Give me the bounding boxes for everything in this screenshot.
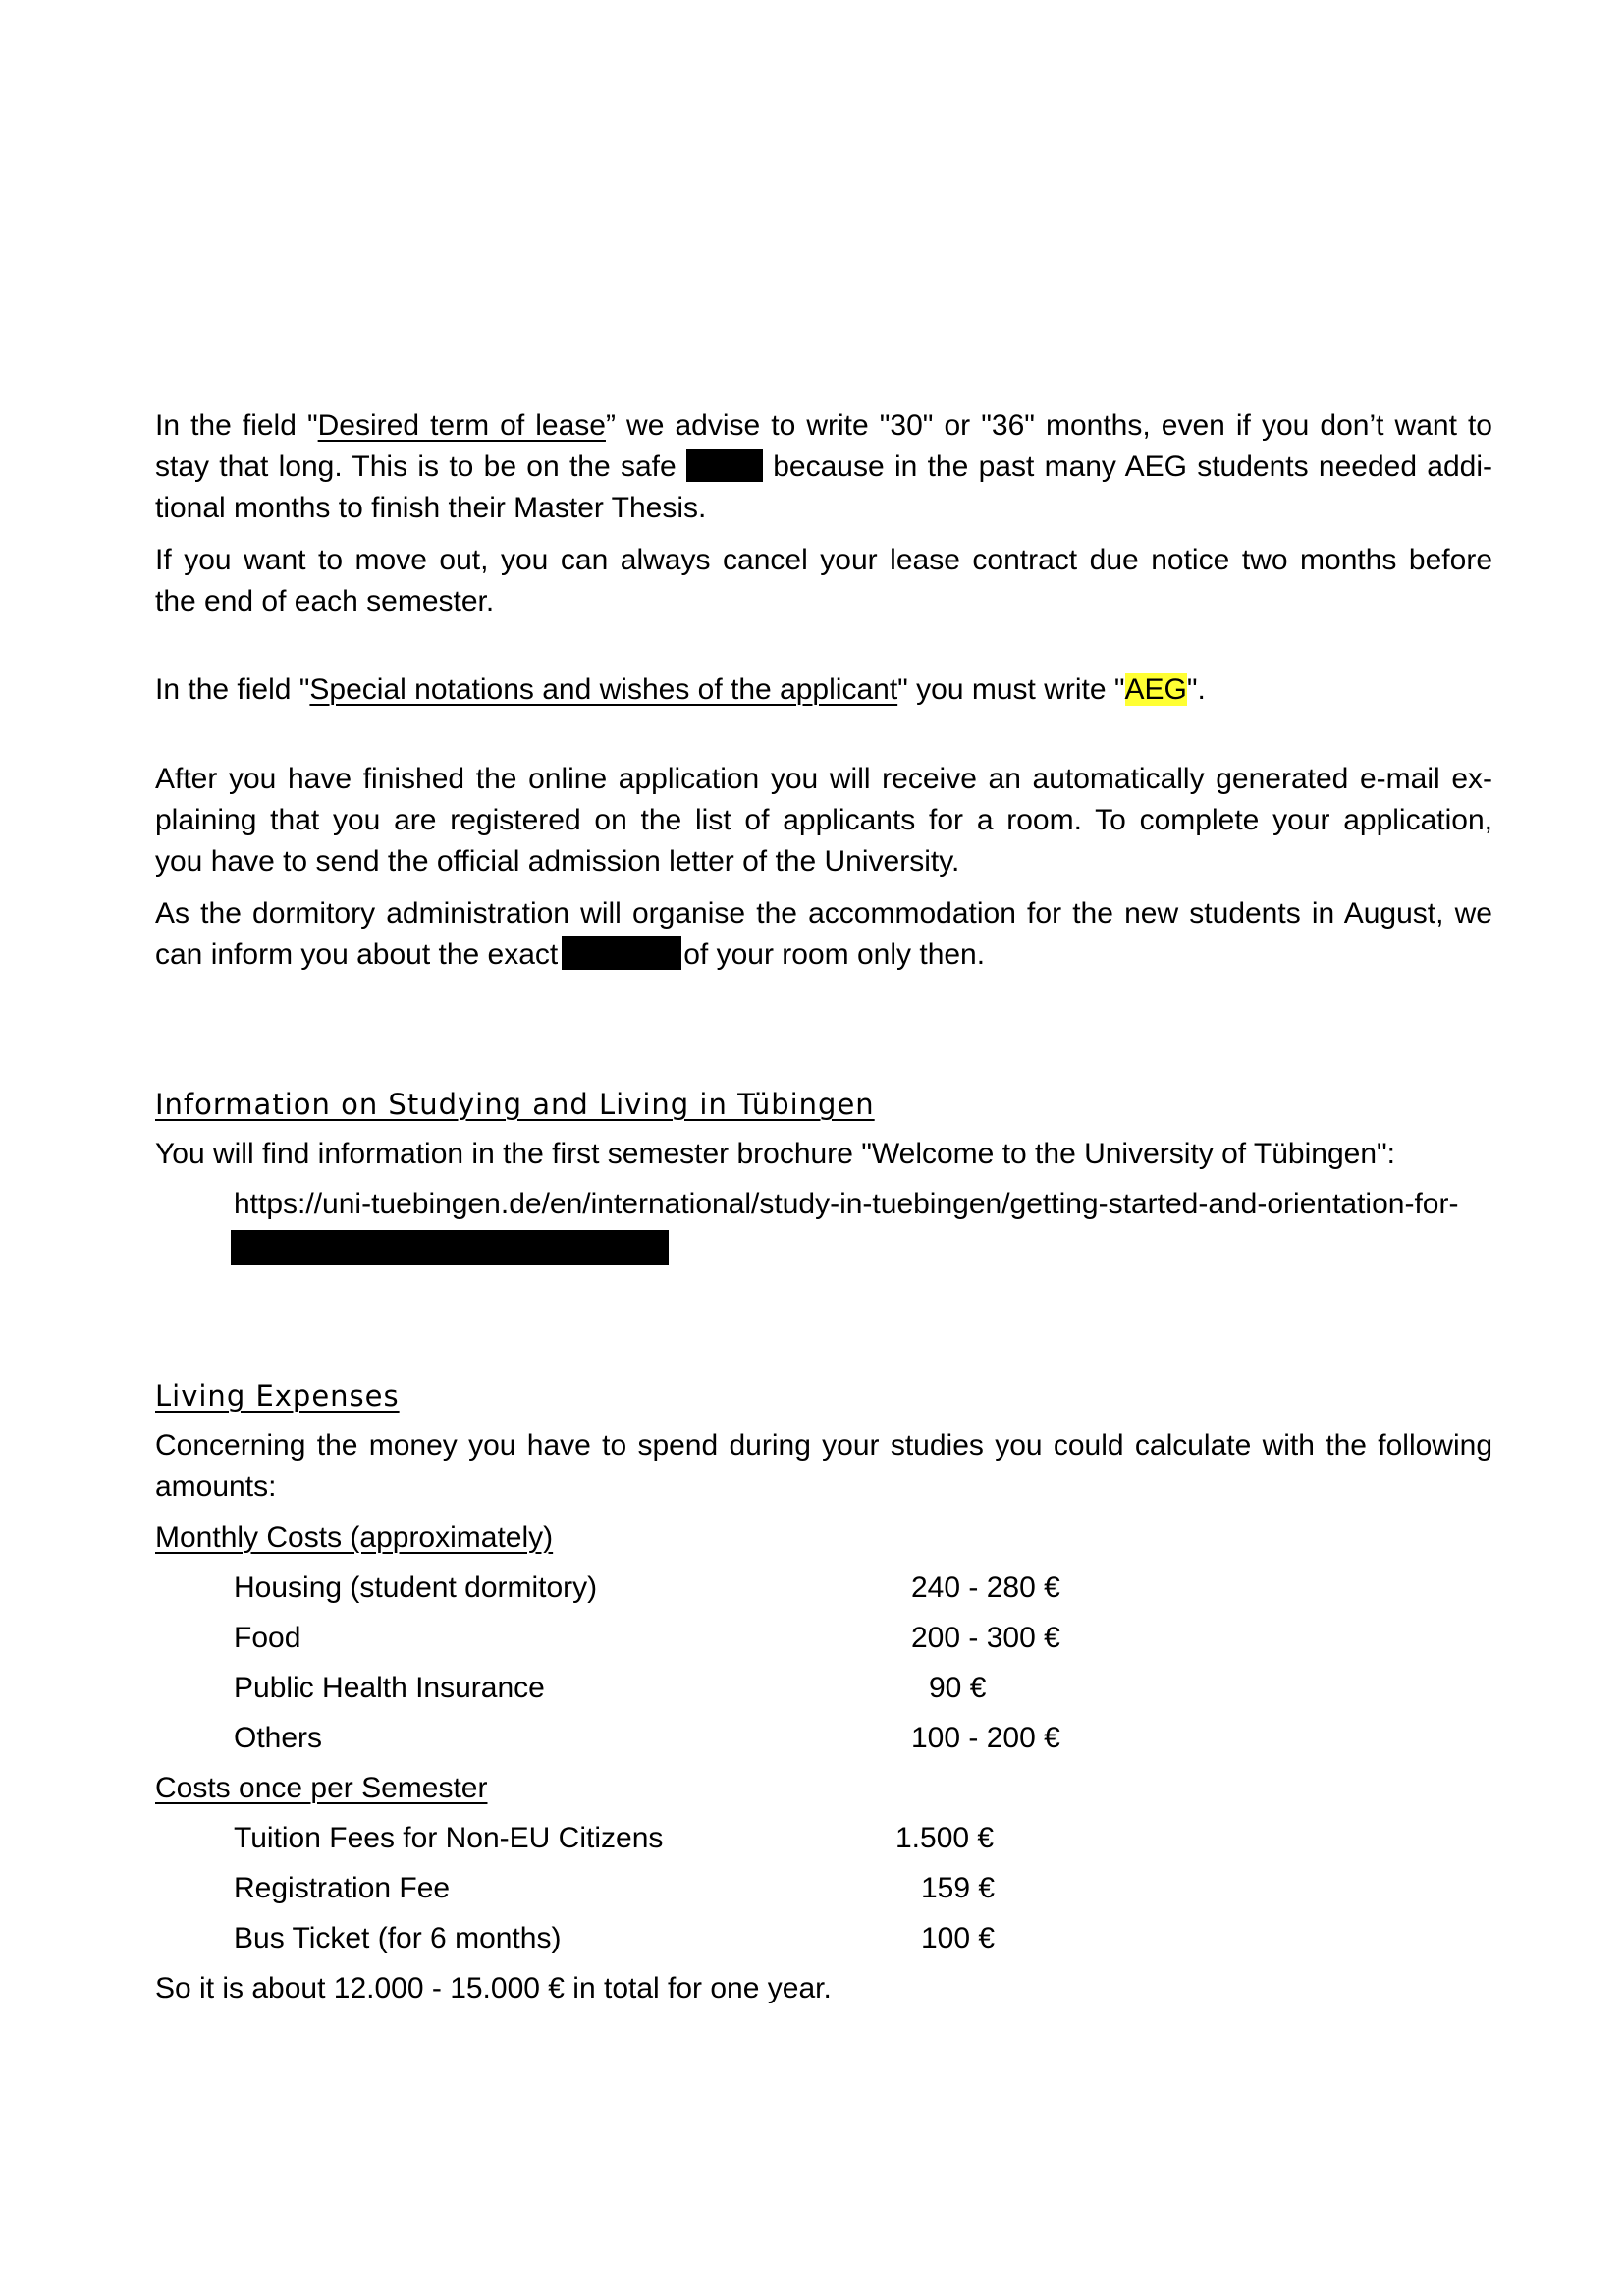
special-text: " you must write " (897, 673, 1125, 706)
lease-line-2 (155, 447, 1492, 488)
cost-amount: 90 € (929, 1672, 987, 1704)
dorm-paragraph (155, 893, 1492, 976)
lease-term-field-name: Desired term of lease (317, 409, 606, 442)
cost-amount: 240 - 280 € (911, 1572, 1060, 1604)
after-paragraph (155, 759, 1492, 882)
cost-row (234, 1718, 1117, 1759)
cost-row (234, 1918, 1117, 1959)
special-field-name: Special notations and wishes of the applicant (309, 673, 898, 706)
expenses-intro-line-1: Concerning the money you have to spend during your studies you could calculate with the following (155, 1429, 1492, 1462)
cost-row (234, 1818, 1117, 1859)
lease-text: In the field " (155, 409, 318, 442)
monthly-costs-title: Monthly Costs (approximately) (155, 1522, 554, 1554)
special-text: ". (1186, 673, 1206, 706)
cost-label: Food (234, 1622, 301, 1654)
cost-label: Housing (student dormitory) (234, 1572, 598, 1604)
info-paragraph (155, 1134, 1492, 1175)
special-text: In the field " (155, 673, 310, 706)
redaction-box (562, 936, 681, 970)
total-text: So it is about 12.000 - 15.000 € in total for one year. (155, 1972, 832, 2004)
lease-line-3: tional months to finish their Master Thesis. (155, 492, 707, 524)
brochure-url[interactable]: https://uni-tuebingen.de/en/international/study-in-tuebingen/getting-started-and-orientation-for- (234, 1188, 1459, 1220)
after-line-1: After you have finished the online application you will receive an automatically generated e-mail ex- (155, 763, 1492, 795)
moveout-line-1: If you want to move out, you can always cancel your lease contract due notice two months before (155, 544, 1492, 576)
semester-costs-title: Costs once per Semester (155, 1772, 488, 1804)
cost-label: Registration Fee (234, 1872, 451, 1904)
lease-line-1 (155, 405, 1492, 447)
cost-label: Bus Ticket (for 6 months) (234, 1922, 562, 1954)
dorm-line-2 (155, 934, 1492, 976)
cost-amount: 159 € (921, 1872, 996, 1904)
dorm-line-1: As the dormitory administration will organise the accommodation for the new students in August, we (155, 897, 1492, 930)
lease-text: ” we advise to write "30" or "36" months, even if you don’t want to (605, 409, 1492, 442)
after-line-3: you have to send the official admission letter of the University. (155, 845, 960, 878)
lease-text: stay that long. This is to be on the safe (155, 451, 677, 483)
cost-row (234, 1568, 1117, 1609)
dorm-text: of your room only then. (683, 938, 986, 971)
cost-row (234, 1618, 1117, 1659)
redaction-box (231, 1230, 669, 1265)
cost-amount: 1.500 € (895, 1822, 995, 1854)
expenses-intro (155, 1425, 1492, 1508)
after-line-2: plaining that you are registered on the list of applicants for a room. To complete your application, (155, 804, 1492, 836)
cost-amount: 200 - 300 € (911, 1622, 1060, 1654)
cost-amount: 100 € (921, 1922, 996, 1954)
moveout-paragraph (155, 540, 1492, 622)
total-paragraph (155, 1968, 1492, 2009)
info-heading: Information on Studying and Living in Tübingen (155, 1088, 875, 1121)
moveout-line-2: the end of each semester. (155, 585, 495, 617)
special-line (155, 669, 1492, 711)
info-text: You will find information in the first semester brochure "Welcome to the University of Tübingen": (155, 1138, 1396, 1170)
cost-label: Others (234, 1722, 323, 1754)
expenses-heading: Living Expenses (155, 1379, 400, 1413)
expenses-intro-line-2: amounts: (155, 1470, 277, 1503)
redaction-box (686, 449, 763, 482)
aeg-highlight: AEG (1124, 673, 1187, 706)
cost-row (234, 1868, 1117, 1909)
dorm-text: can inform you about the exact (155, 938, 559, 971)
cost-row (234, 1668, 1117, 1709)
cost-label: Public Health Insurance (234, 1672, 545, 1704)
special-paragraph (155, 669, 1492, 711)
lease-text: because in the past many AEG students needed addi- (773, 451, 1492, 483)
cost-amount: 100 - 200 € (911, 1722, 1060, 1754)
lease-paragraph (155, 405, 1492, 529)
cost-label: Tuition Fees for Non-EU Citizens (234, 1822, 664, 1854)
